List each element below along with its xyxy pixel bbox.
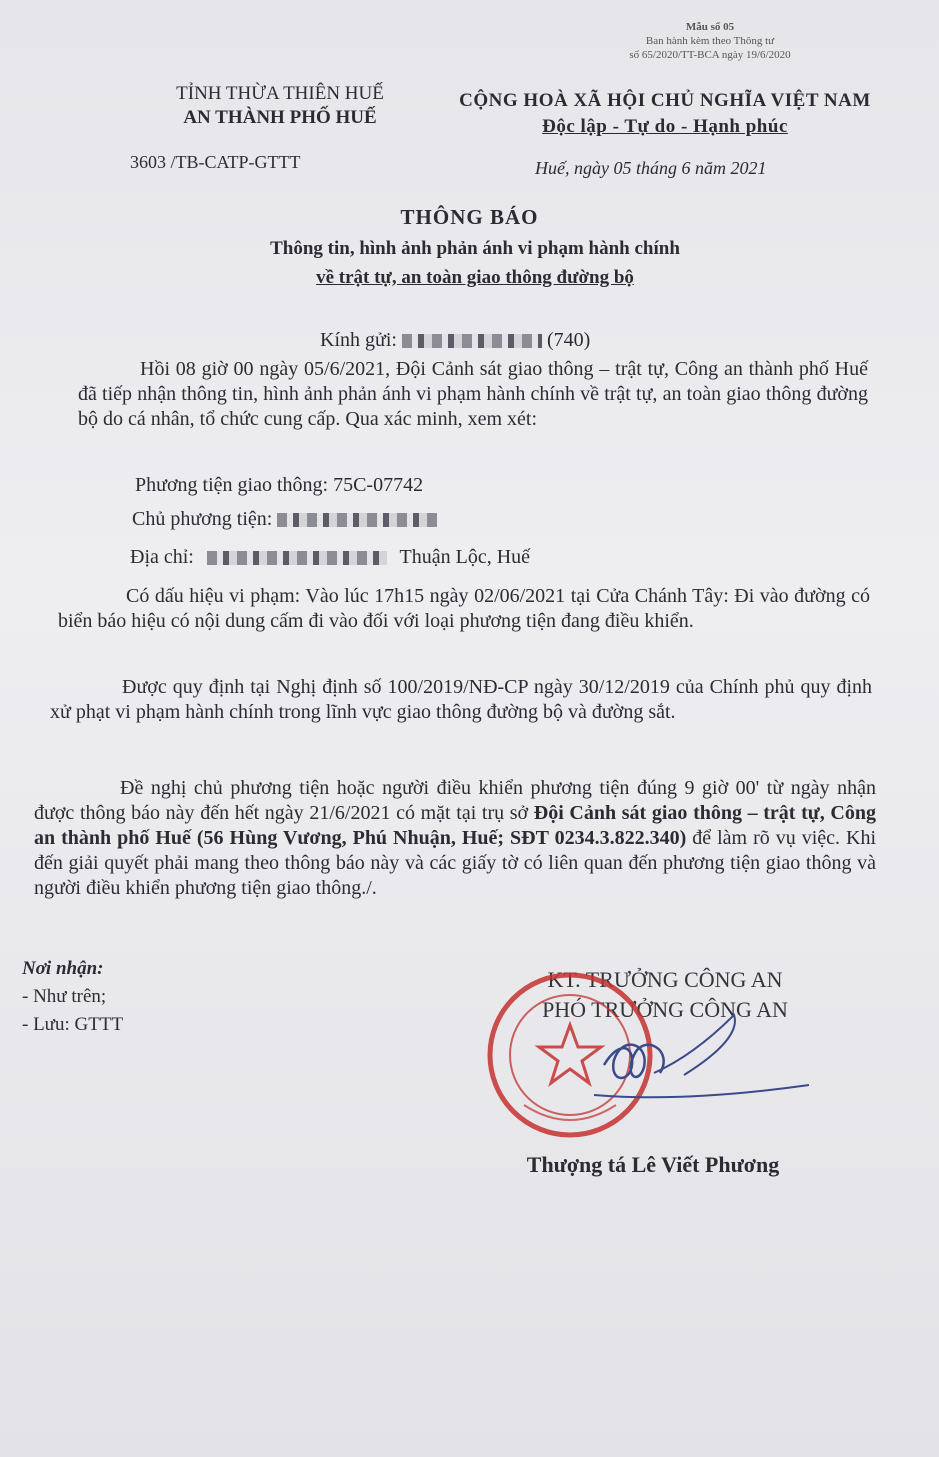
paragraph-intro: Hồi 08 giờ 00 ngày 05/6/2021, Đội Cảnh sát giao thông – trật tự, Công an thành phố Huế đã tiếp nhận thông tin, hình ảnh phản ánh vi phạm hành chính về trật tự, an toàn giao thông đường bộ do cá nhân, tổ chức cung cấp. Qua xác minh, xem xét: xyxy=(78,358,868,430)
paragraph-violation: Có dấu hiệu vi phạm: Vào lúc 17h15 ngày 02/06/2021 tại Cửa Chánh Tây: Đi vào đường có biển báo hiệu có nội dung cấm đi vào đối với loại phương tiện đang điều khiển. xyxy=(58,585,870,632)
address-label: Địa chỉ: xyxy=(130,546,194,568)
form-issued-line1: Ban hành kèm theo Thông tư xyxy=(645,35,775,47)
signature-line1: KT. TRƯỞNG CÔNG AN xyxy=(547,967,783,992)
recipient-code: (740) xyxy=(546,329,591,351)
official-stamp-and-signature xyxy=(484,955,824,1155)
redacted-address xyxy=(207,551,387,565)
document-title: THÔNG BÁO xyxy=(400,205,539,229)
request-text-1: Đề nghị chủ phương tiện hoặc người điều khiển phương tiện đúng 9 giờ 00' từ ngày nhận được thông báo này đến hết ngày 21/6/2021 có mặt tại trụ sở xyxy=(34,777,876,824)
owner-label: Chủ phương tiện: xyxy=(132,508,273,530)
recipients-item-1: - Như trên; xyxy=(22,986,107,1007)
document-subtitle xyxy=(0,234,939,292)
form-issued-line2: số 65/2020/TT-BCA ngày 19/6/2020 xyxy=(629,49,791,61)
agency-province: TỈNH THỪA THIÊN HUẾ xyxy=(176,83,384,104)
recipients-item-2: - Lưu: GTTT xyxy=(22,1014,124,1035)
form-number: Mẫu số 05 xyxy=(685,21,735,33)
vehicle-plate: Phương tiện giao thông: 75C-07742 xyxy=(135,474,424,496)
redacted-owner xyxy=(277,513,437,527)
red-seal xyxy=(490,975,650,1135)
vehicle-address-line xyxy=(130,545,530,570)
kinh-gui-label: Kính gửi: xyxy=(320,329,397,351)
paragraph-regulation: Được quy định tại Nghị định số 100/2019/NĐ-CP ngày 30/12/2019 của Chính phủ quy định xử phạt vi phạm hành chính trong lĩnh vực giao thông đường bộ và đường sắt. xyxy=(50,676,872,723)
national-motto: Độc lập - Tự do - Hạnh phúc xyxy=(542,116,788,137)
paragraph-request xyxy=(34,776,876,901)
vehicle-owner-line xyxy=(132,507,437,532)
issuing-agency xyxy=(150,82,410,130)
national-header xyxy=(440,88,890,140)
signature-line2: PHÓ TRƯỞNG CÔNG AN xyxy=(542,997,788,1022)
subtitle-line2: về trật tự, an toàn giao thông đường bộ xyxy=(316,267,634,288)
agency-name: AN THÀNH PHỐ HUẾ xyxy=(183,107,377,128)
handwritten-signature xyxy=(594,1015,809,1097)
recipients-heading: Nơi nhận: xyxy=(22,958,104,979)
document-number: 3603 /TB-CATP-GTTT xyxy=(130,152,301,172)
request-office: Đội Cảnh sát giao thông – trật tự, Công an thành phố Huế (56 Hùng Vương, Phú Nhuận, Huế; SĐT 0234.3.822.340) xyxy=(34,802,876,849)
address-suffix: Thuận Lộc, Huế xyxy=(399,546,531,568)
nation-name: CỘNG HOÀ XÃ HỘI CHỦ NGHĨA VIỆT NAM xyxy=(459,90,871,111)
recipients-block xyxy=(22,955,123,1039)
document-date: Huế, ngày 05 tháng 6 năm 2021 xyxy=(535,158,767,178)
form-number-block xyxy=(600,20,820,62)
subtitle-line1: Thông tin, hình ảnh phản ánh vi phạm hành chính xyxy=(270,238,680,259)
recipient-line xyxy=(320,328,590,353)
redacted-recipient xyxy=(402,334,542,348)
request-text-2: để làm rõ vụ việc. Khi đến giải quyết phải mang theo thông báo này và các giấy tờ có liên quan đến phương tiện giao thông và người điều khiển phương tiện giao thông./. xyxy=(34,827,876,899)
signer-name: Thượng tá Lê Viết Phương xyxy=(526,1152,780,1177)
